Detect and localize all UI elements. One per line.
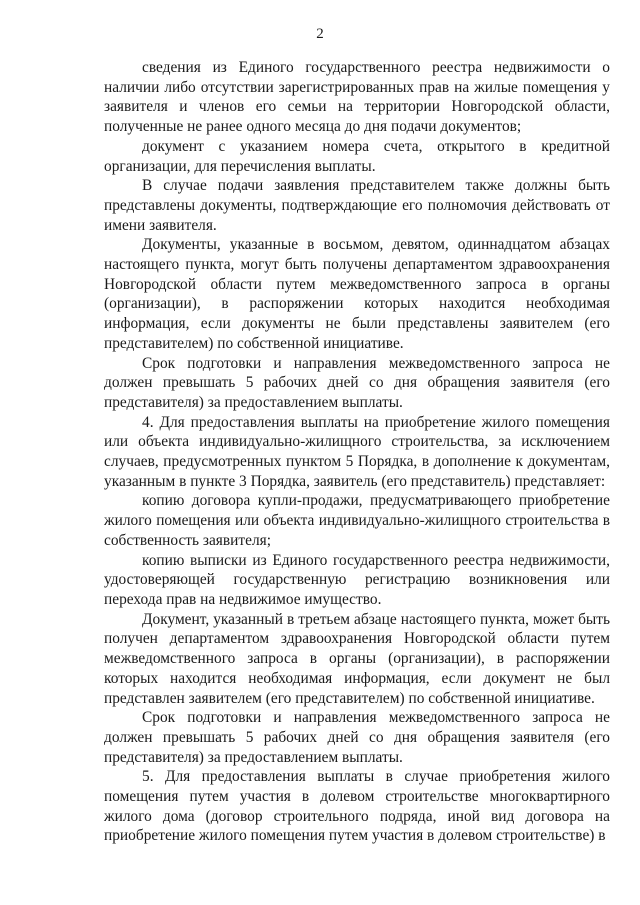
paragraph: Документы, указанные в восьмом, девятом, одиннадцатом абзацах настоящего пункта, могут быть получены департаментом здравоохранения Новгородской области путем межведомственного запроса в органы (организации), в распоряжении которых находится необходимая информация, если документы не были представлены заявителем (его представителем) по собственной инициативе.	[104, 236, 610, 352]
page-number: 2	[316, 26, 324, 42]
paragraph: Срок подготовки и направления межведомственного запроса не должен превышать 5 рабочих дней со дня обращения заявителя (его представителя) за предоставлением выплаты.	[104, 354, 610, 411]
paragraph: копию договора купли-продажи, предусматривающего приобретение жилого помещения или объекта индивидуально-жилищного строительства в собственность заявителя;	[104, 492, 610, 549]
paragraph: В случае подачи заявления представителем также должны быть представлены документы, подтверждающие его полномочия действовать от имени заявителя.	[104, 177, 610, 234]
paragraph: копию выписки из Единого государственного реестра недвижимости, удостоверяющей государственную регистрацию возникновения или перехода прав на недвижимое имущество.	[104, 551, 610, 608]
document-body	[104, 58, 610, 846]
paragraph: сведения из Единого государственного реестра недвижимости о наличии либо отсутствии зарегистрированных прав на жилые помещения у заявителя и членов его семьи на территории Новгородской области, полученные не ранее одного месяца до дня подачи документов;	[104, 59, 610, 136]
paragraph: 5. Для предоставления выплаты в случае приобретения жилого помещения путем участия в долевом строительстве многоквартирного жилого дома (договор строительного подряда, иной вид договора на приобретение жилого помещения путем участия в долевом строительстве) в	[104, 768, 610, 845]
paragraph: 4. Для предоставления выплаты на приобретение жилого помещения или объекта индивидуально-жилищного строительства, за исключением случаев, предусмотренных пунктом 5 Порядка, в дополнение к документам, указанным в пункте 3 Порядка, заявитель (его представитель) представляет:	[104, 413, 610, 490]
paragraph: Документ, указанный в третьем абзаце настоящего пункта, может быть получен департаментом здравоохранения Новгородской области путем межведомственного запроса в органы (организации), в распоряжении которых находится необходимая информация, если документ не был представлен заявителем (его представителем) по собственной инициативе.	[104, 610, 610, 707]
paragraph: Срок подготовки и направления межведомственного запроса не должен превышать 5 рабочих дней со дня обращения заявителя (его представителя) за предоставлением выплаты.	[104, 709, 610, 766]
paragraph: документ с указанием номера счета, открытого в кредитной организации, для перечисления выплаты.	[104, 137, 610, 175]
